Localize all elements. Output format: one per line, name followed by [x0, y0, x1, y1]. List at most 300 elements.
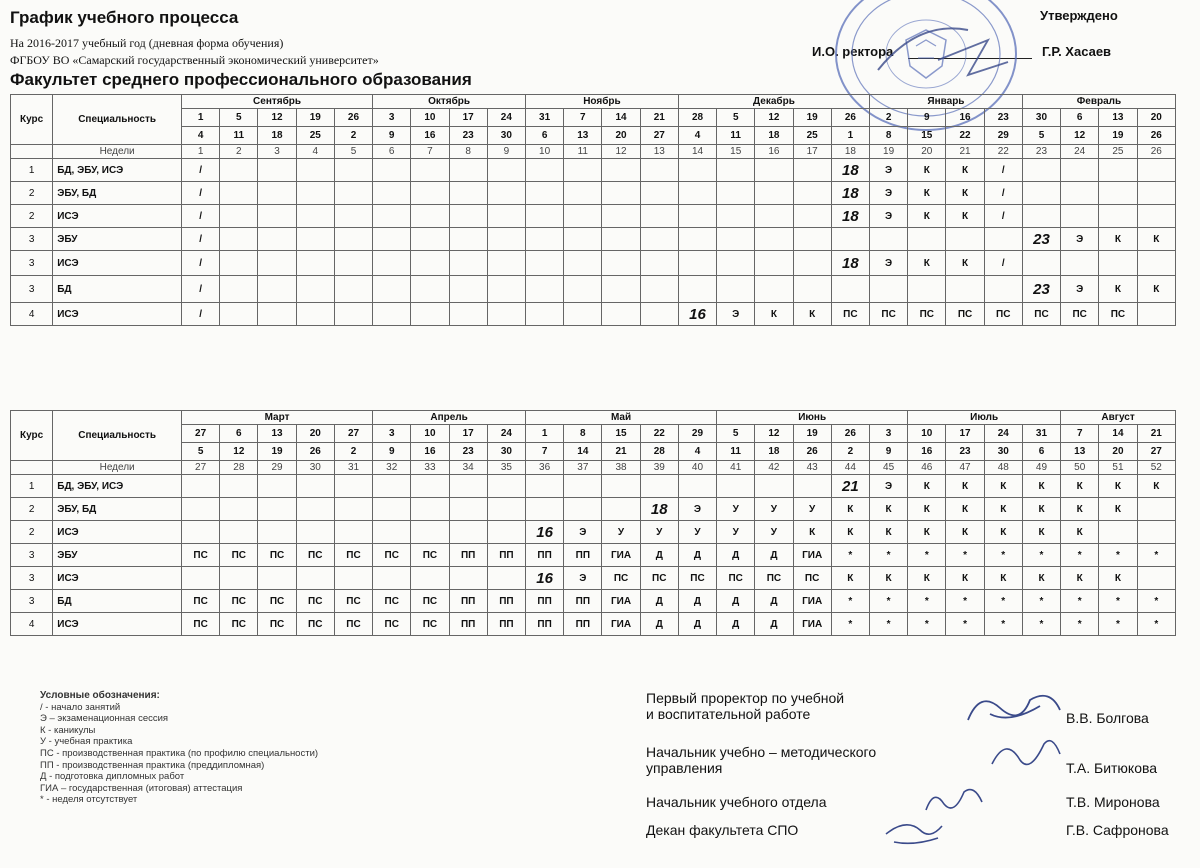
schedule-cell: * — [1137, 613, 1175, 636]
schedule-cell: К — [908, 205, 946, 228]
row-spec: ИСЭ — [53, 521, 182, 544]
schedule-cell: К — [946, 567, 984, 590]
week-start-date: 13 — [1099, 109, 1137, 127]
week-end-date: 18 — [258, 127, 296, 145]
week-number: 28 — [220, 461, 258, 475]
week-end-date: 12 — [220, 443, 258, 461]
week-number: 52 — [1137, 461, 1175, 475]
schedule-cell: Д — [755, 613, 793, 636]
week-number: 19 — [869, 145, 907, 159]
schedule-cell: Э — [564, 521, 602, 544]
schedule-cell — [564, 303, 602, 326]
schedule-cell — [793, 475, 831, 498]
week-end-date: 2 — [334, 127, 372, 145]
table-row — [11, 182, 1176, 205]
schedule-cell — [640, 475, 678, 498]
schedule-cell — [717, 205, 755, 228]
week-number: 2 — [220, 145, 258, 159]
schedule-cell — [755, 276, 793, 303]
schedule-cell: ПС — [296, 590, 334, 613]
week-number: 14 — [678, 145, 716, 159]
schedule-cell: К — [793, 303, 831, 326]
schedule-cell — [411, 521, 449, 544]
schedule-cell: ПС — [182, 590, 220, 613]
schedule-cell: Д — [640, 590, 678, 613]
schedule-cell: К — [908, 498, 946, 521]
schedule-cell — [334, 303, 372, 326]
row-kurs: 3 — [11, 228, 53, 251]
session-week-marker: 18 — [640, 498, 678, 521]
schedule-cell — [449, 521, 487, 544]
week-number: 50 — [1061, 461, 1099, 475]
schedule-cell — [1099, 159, 1137, 182]
table-row — [11, 544, 1176, 567]
schedule-cell — [717, 475, 755, 498]
schedule-cell — [525, 159, 563, 182]
row-spec: ЭБУ, БД — [53, 498, 182, 521]
schedule-cell: К — [1022, 567, 1060, 590]
row-kurs: 4 — [11, 303, 53, 326]
schedule-cell — [793, 228, 831, 251]
session-week-marker: 18 — [831, 205, 869, 228]
week-start-date: 26 — [334, 109, 372, 127]
schedule-cell: ПС — [831, 303, 869, 326]
week-number: 16 — [755, 145, 793, 159]
week-number: 21 — [946, 145, 984, 159]
schedule-cell — [334, 276, 372, 303]
week-number: 40 — [678, 461, 716, 475]
month-header: Февраль — [1022, 95, 1175, 109]
schedule-cell: ПС — [640, 567, 678, 590]
schedule-cell — [717, 182, 755, 205]
week-number: 13 — [640, 145, 678, 159]
week-start-date: 1 — [181, 109, 219, 127]
week-start-date: 30 — [1022, 109, 1060, 127]
schedule-cell — [1137, 251, 1175, 276]
signature-safronova — [880, 812, 950, 852]
schedule-cell — [334, 567, 372, 590]
schedule-cell — [1137, 498, 1175, 521]
row-spec: ИСЭ — [53, 303, 182, 326]
schedule-cell — [602, 475, 640, 498]
schedule-cell — [1137, 159, 1175, 182]
week-end-date: 13 — [564, 127, 602, 145]
schedule-cell — [602, 303, 640, 326]
weeks-label: Недели — [53, 145, 182, 159]
schedule-cell: Э — [678, 498, 716, 521]
schedule-cell: ПС — [220, 590, 258, 613]
schedule-cell — [449, 475, 487, 498]
schedule-cell — [373, 303, 411, 326]
week-start-date: 5 — [717, 425, 755, 443]
week-number: 33 — [411, 461, 449, 475]
week-end-date: 6 — [525, 127, 563, 145]
week-number: 30 — [296, 461, 334, 475]
legend-item-prod-practice: ПС - производственная практика (по профилю специальности) — [40, 747, 319, 759]
schedule-cell: * — [831, 613, 869, 636]
legend-title: Условные обозначения: — [40, 690, 160, 701]
schedule-cell — [220, 303, 258, 326]
schedule-cell: ПС — [258, 613, 296, 636]
row-kurs: 3 — [11, 590, 53, 613]
week-start-date: 5 — [220, 109, 258, 127]
schedule-cell: * — [1061, 544, 1099, 567]
schedule-cell — [640, 205, 678, 228]
schedule-cell — [411, 205, 449, 228]
schedule-cell: К — [1099, 498, 1137, 521]
week-number: 23 — [1022, 145, 1060, 159]
week-end-date: 27 — [1137, 443, 1175, 461]
week-start-date: 23 — [984, 109, 1022, 127]
schedule-cell: ПП — [487, 613, 525, 636]
schedule-cell: Э — [717, 303, 755, 326]
schedule-cell: ПП — [526, 590, 564, 613]
schedule-cell — [678, 205, 716, 228]
schedule-cell — [411, 159, 449, 182]
schedule-cell: ПС — [908, 303, 946, 326]
week-start-date: 17 — [449, 109, 487, 127]
schedule-cell — [755, 251, 793, 276]
schedule-cell: К — [1061, 475, 1099, 498]
schedule-cell — [564, 276, 602, 303]
session-week-marker: 18 — [831, 251, 869, 276]
schedule-cell: К — [946, 159, 984, 182]
schedule-cell: ПС — [373, 544, 411, 567]
schedule-cell — [258, 276, 296, 303]
schedule-cell — [487, 303, 525, 326]
schedule-cell: * — [1137, 590, 1175, 613]
month-header: Октябрь — [373, 95, 526, 109]
schedule-cell: Э — [869, 475, 907, 498]
schedule-cell: / — [181, 251, 219, 276]
schedule-cell — [411, 276, 449, 303]
week-start-date: 24 — [984, 425, 1022, 443]
month-header: Июль — [908, 411, 1061, 425]
schedule-cell — [258, 228, 296, 251]
week-start-date: 10 — [411, 109, 449, 127]
kurs-header: Курс — [11, 95, 53, 145]
legend-item-attestation: ГИА – государственная (итоговая) аттестация — [40, 782, 243, 794]
week-number: 25 — [1099, 145, 1137, 159]
week-end-date: 11 — [717, 127, 755, 145]
schedule-cell: * — [831, 590, 869, 613]
schedule-cell: Э — [564, 567, 602, 590]
week-number: 32 — [373, 461, 411, 475]
signature-position-4: Декан факультета СПО — [646, 822, 799, 838]
week-start-date: 22 — [640, 425, 678, 443]
schedule-cell — [487, 276, 525, 303]
schedule-cell: К — [1061, 521, 1099, 544]
schedule-cell — [678, 251, 716, 276]
schedule-cell — [602, 498, 640, 521]
schedule-cell — [334, 251, 372, 276]
schedule-cell — [334, 182, 372, 205]
legend-item-no-week: * - неделя отсутствует — [40, 794, 138, 806]
week-end-date: 5 — [1022, 127, 1060, 145]
schedule-cell — [334, 475, 372, 498]
schedule-cell: Д — [717, 544, 755, 567]
week-end-date: 25 — [793, 127, 831, 145]
month-header: Август — [1061, 411, 1176, 425]
week-number: 7 — [411, 145, 449, 159]
schedule-cell — [678, 159, 716, 182]
schedule-cell — [296, 567, 334, 590]
schedule-table-autumn — [10, 94, 1176, 326]
schedule-cell: Д — [755, 544, 793, 567]
week-end-date: 1 — [831, 127, 869, 145]
table-row — [11, 613, 1176, 636]
table-row — [11, 498, 1176, 521]
week-start-date: 16 — [946, 109, 984, 127]
schedule-cell — [449, 498, 487, 521]
schedule-cell: * — [869, 544, 907, 567]
week-number: 8 — [449, 145, 487, 159]
schedule-cell — [220, 251, 258, 276]
schedule-cell: ПП — [449, 544, 487, 567]
row-spec: ЭБУ, БД — [53, 182, 182, 205]
schedule-cell — [564, 182, 602, 205]
signature-bityukova — [986, 730, 1066, 776]
table-row — [11, 276, 1176, 303]
week-end-date: 2 — [334, 443, 372, 461]
schedule-cell: К — [793, 521, 831, 544]
schedule-cell: У — [640, 521, 678, 544]
week-number: 37 — [564, 461, 602, 475]
week-number: 18 — [831, 145, 869, 159]
week-start-date: 27 — [334, 425, 372, 443]
schedule-cell — [1137, 182, 1175, 205]
schedule-cell: ПП — [526, 544, 564, 567]
legend-item-exam: Э – экзаменационная сессия — [40, 713, 169, 725]
schedule-cell: ПС — [869, 303, 907, 326]
schedule-cell — [755, 159, 793, 182]
week-start-date: 26 — [831, 109, 869, 127]
schedule-cell: Д — [678, 544, 716, 567]
schedule-cell — [831, 228, 869, 251]
schedule-cell: ПС — [182, 613, 220, 636]
schedule-cell: К — [1061, 567, 1099, 590]
schedule-cell — [449, 205, 487, 228]
schedule-cell — [258, 567, 296, 590]
schedule-cell: * — [1022, 590, 1060, 613]
week-number: 46 — [908, 461, 946, 475]
schedule-cell — [334, 228, 372, 251]
schedule-cell — [793, 251, 831, 276]
schedule-cell — [220, 228, 258, 251]
approved-label: Утверждено — [1040, 8, 1118, 23]
schedule-cell — [296, 303, 334, 326]
schedule-cell: К — [984, 475, 1022, 498]
week-start-date: 3 — [373, 425, 411, 443]
schedule-cell — [602, 159, 640, 182]
schedule-cell — [373, 475, 411, 498]
row-kurs: 2 — [11, 498, 53, 521]
legend — [40, 690, 460, 806]
table-row — [11, 159, 1176, 182]
row-kurs: 3 — [11, 251, 53, 276]
schedule-cell — [717, 159, 755, 182]
schedule-cell — [449, 567, 487, 590]
week-start-date: 6 — [1061, 109, 1099, 127]
schedule-cell: ПП — [564, 544, 602, 567]
week-number: 15 — [717, 145, 755, 159]
schedule-cell — [487, 251, 525, 276]
week-number: 42 — [755, 461, 793, 475]
week-end-date: 19 — [1099, 127, 1137, 145]
schedule-cell: / — [181, 276, 219, 303]
week-start-date: 14 — [1099, 425, 1137, 443]
schedule-cell: ПП — [449, 613, 487, 636]
week-end-date: 18 — [755, 443, 793, 461]
schedule-cell — [640, 182, 678, 205]
table-row — [11, 228, 1176, 251]
schedule-cell — [258, 498, 296, 521]
row-spec: БД, ЭБУ, ИСЭ — [53, 475, 182, 498]
week-end-date: 16 — [411, 443, 449, 461]
document-title: График учебного процесса — [10, 8, 239, 27]
schedule-cell: ГИА — [793, 590, 831, 613]
schedule-cell — [1022, 251, 1060, 276]
row-spec: ИСЭ — [53, 205, 182, 228]
schedule-cell — [525, 276, 563, 303]
session-week-marker: 18 — [831, 182, 869, 205]
schedule-cell: / — [984, 205, 1022, 228]
schedule-cell — [793, 276, 831, 303]
week-start-date: 6 — [220, 425, 258, 443]
schedule-cell: К — [908, 159, 946, 182]
week-number: 43 — [793, 461, 831, 475]
schedule-cell: / — [181, 228, 219, 251]
schedule-cell — [220, 276, 258, 303]
schedule-cell — [182, 567, 220, 590]
schedule-cell: * — [1099, 613, 1137, 636]
schedule-cell — [258, 475, 296, 498]
schedule-cell: ПС — [411, 613, 449, 636]
month-header: Май — [526, 411, 717, 425]
schedule-cell — [220, 205, 258, 228]
schedule-cell — [717, 251, 755, 276]
schedule-cell — [373, 567, 411, 590]
schedule-cell — [258, 303, 296, 326]
session-week-marker: 23 — [1022, 228, 1060, 251]
week-number: 24 — [1061, 145, 1099, 159]
schedule-cell: ПП — [487, 544, 525, 567]
schedule-cell — [220, 159, 258, 182]
schedule-cell: * — [1099, 544, 1137, 567]
schedule-cell: / — [984, 182, 1022, 205]
schedule-cell: * — [946, 544, 984, 567]
month-header: Июнь — [717, 411, 908, 425]
schedule-cell: ГИА — [602, 544, 640, 567]
schedule-cell — [869, 276, 907, 303]
schedule-cell — [564, 159, 602, 182]
schedule-cell — [678, 475, 716, 498]
schedule-cell — [525, 303, 563, 326]
schedule-cell — [373, 498, 411, 521]
session-week-marker: 23 — [1022, 276, 1060, 303]
schedule-cell — [793, 205, 831, 228]
week-number: 31 — [334, 461, 372, 475]
schedule-cell: К — [946, 205, 984, 228]
row-kurs: 3 — [11, 567, 53, 590]
week-end-date: 26 — [793, 443, 831, 461]
schedule-cell — [678, 228, 716, 251]
schedule-cell: К — [1022, 475, 1060, 498]
week-start-date: 19 — [793, 109, 831, 127]
schedule-cell: Э — [869, 205, 907, 228]
schedule-cell — [449, 251, 487, 276]
week-number: 29 — [258, 461, 296, 475]
schedule-cell — [411, 303, 449, 326]
schedule-cell: К — [946, 498, 984, 521]
row-kurs: 1 — [11, 475, 53, 498]
schedule-cell: ПС — [334, 590, 372, 613]
schedule-cell: ПП — [564, 590, 602, 613]
weeks-blank — [11, 461, 53, 475]
schedule-cell: К — [1137, 276, 1175, 303]
legend-item-vacation: К - каникулы — [40, 724, 96, 736]
schedule-cell: Д — [678, 590, 716, 613]
schedule-cell: К — [1061, 498, 1099, 521]
schedule-cell — [602, 276, 640, 303]
week-start-date: 21 — [1137, 425, 1175, 443]
week-end-date: 7 — [526, 443, 564, 461]
week-end-date: 13 — [1061, 443, 1099, 461]
schedule-cell — [602, 205, 640, 228]
schedule-cell — [564, 475, 602, 498]
schedule-cell — [220, 475, 258, 498]
week-start-date: 28 — [678, 109, 716, 127]
schedule-cell: К — [984, 521, 1022, 544]
schedule-cell: К — [1099, 567, 1137, 590]
week-end-date: 18 — [755, 127, 793, 145]
schedule-cell: Д — [678, 613, 716, 636]
signature-name-4: Г.В. Сафронова — [1066, 822, 1169, 838]
schedule-cell — [1061, 182, 1099, 205]
schedule-cell — [487, 182, 525, 205]
schedule-cell: К — [755, 303, 793, 326]
schedule-cell: К — [946, 521, 984, 544]
schedule-cell — [334, 159, 372, 182]
schedule-cell: ПС — [296, 544, 334, 567]
schedule-cell — [373, 159, 411, 182]
week-end-date: 6 — [1022, 443, 1060, 461]
week-number: 45 — [869, 461, 907, 475]
week-start-date: 3 — [869, 425, 907, 443]
spec-header: Специальность — [53, 95, 182, 145]
schedule-cell — [1099, 521, 1137, 544]
row-spec: БД, ЭБУ, ИСЭ — [53, 159, 182, 182]
schedule-cell — [487, 567, 525, 590]
schedule-cell — [602, 228, 640, 251]
week-start-date: 31 — [525, 109, 563, 127]
week-end-date: 30 — [487, 443, 525, 461]
rector-position: И.О. ректора — [812, 44, 894, 59]
schedule-cell — [1061, 205, 1099, 228]
schedule-cell — [449, 228, 487, 251]
schedule-cell: ПС — [373, 613, 411, 636]
week-end-date: 22 — [946, 127, 984, 145]
week-start-date: 13 — [258, 425, 296, 443]
schedule-cell — [717, 276, 755, 303]
row-kurs: 4 — [11, 613, 53, 636]
kurs-header: Курс — [11, 411, 53, 461]
month-header: Апрель — [373, 411, 526, 425]
schedule-cell: / — [181, 182, 219, 205]
week-end-date: 21 — [602, 443, 640, 461]
schedule-cell: ПС — [755, 567, 793, 590]
week-end-date: 15 — [908, 127, 946, 145]
